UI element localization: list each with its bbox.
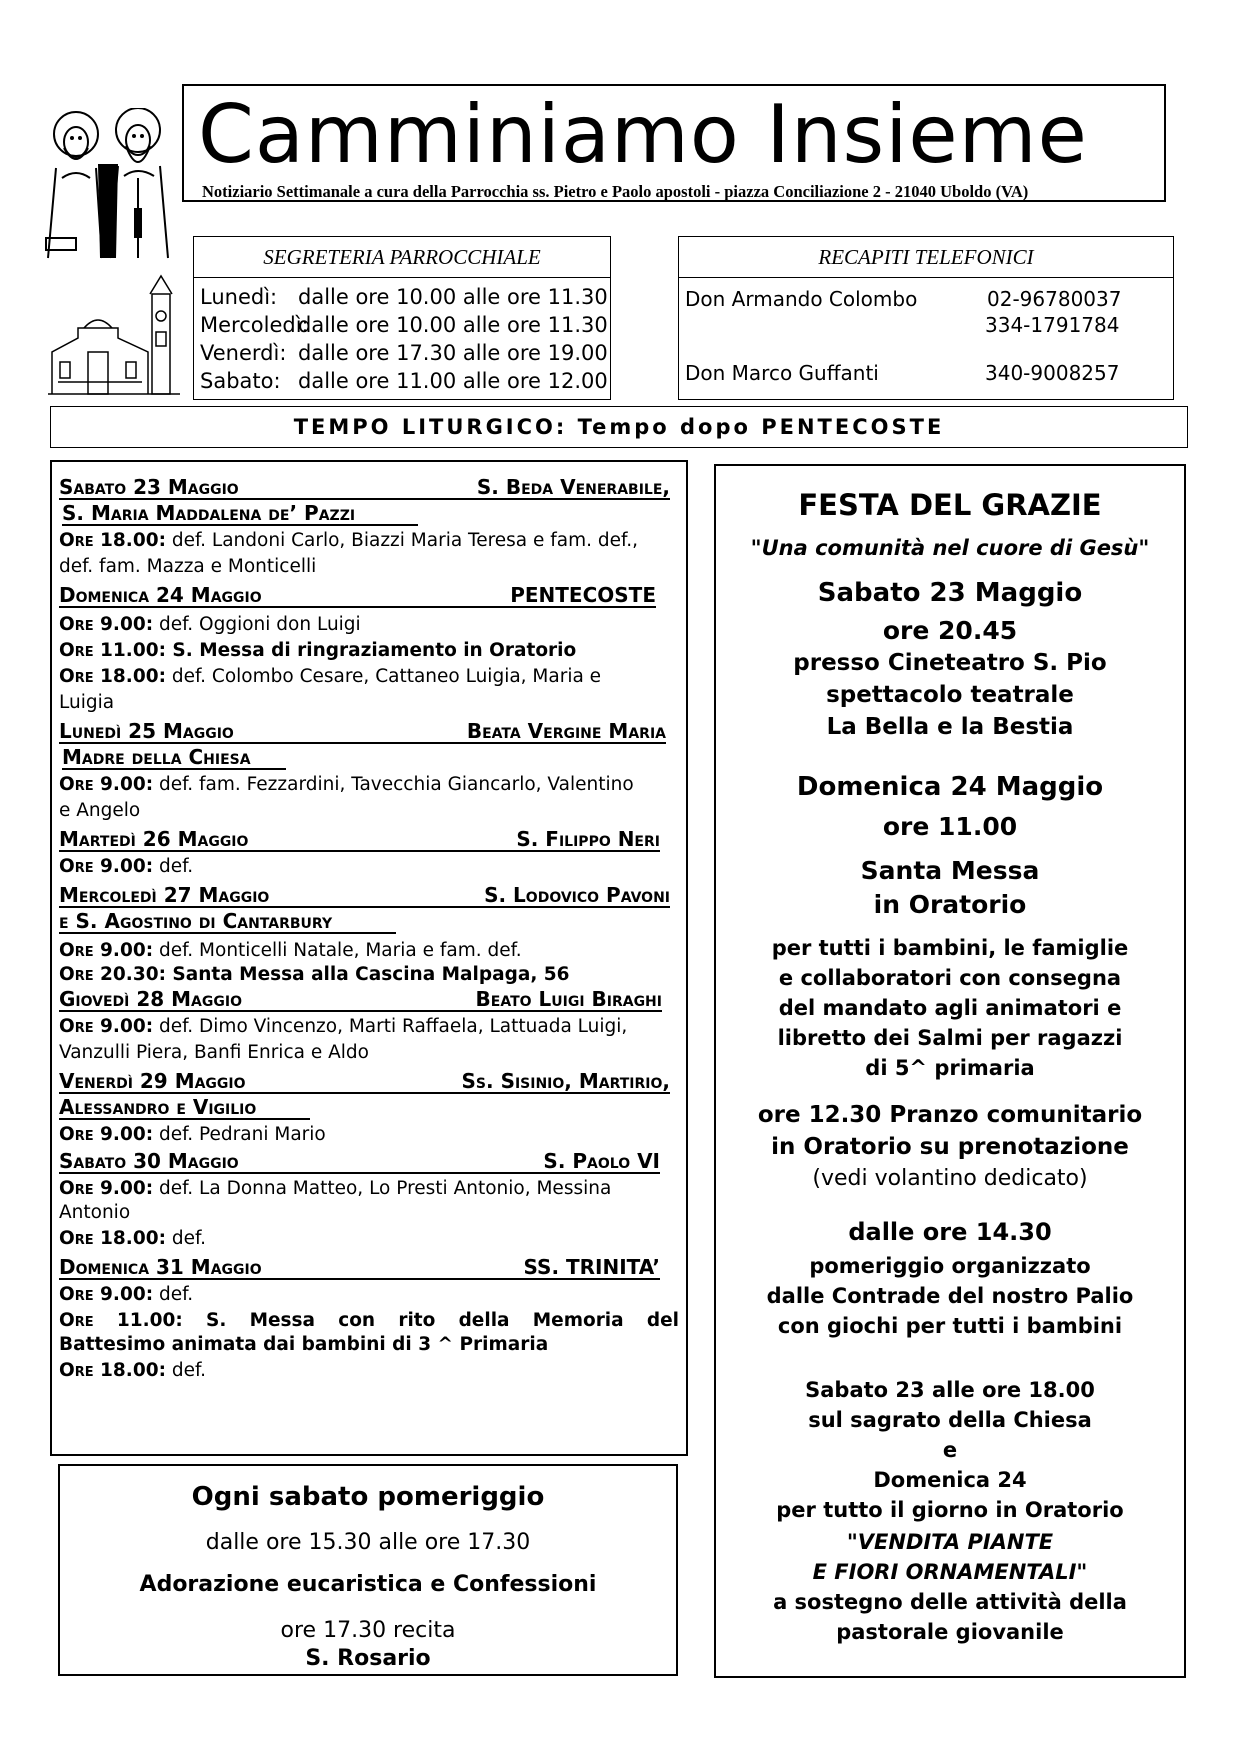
mass-line [59, 640, 679, 662]
day-date: Sabato 30 Maggio [59, 1149, 239, 1173]
mass-time: Ore 18.00: [59, 1360, 166, 1381]
day-date: Giovedì 28 Maggio [59, 987, 242, 1011]
segreteria-box [193, 236, 611, 400]
festa-title: FESTA DEL GRAZIE [798, 488, 1102, 522]
day-heading [59, 1150, 660, 1174]
day-heading [59, 476, 670, 500]
mass-line [59, 1310, 679, 1332]
mass-intention: def. [153, 856, 194, 877]
mass-line-continued: def. fam. Mazza e Monticelli [59, 556, 317, 577]
segreteria-row [200, 313, 608, 337]
mass-intention: S. Messa con rito della Memoria del [182, 1310, 679, 1331]
adorazione-hours: dalle ore 15.30 alle ore 17.30 [205, 1530, 531, 1555]
event-date: Domenica 24 Maggio [796, 772, 1104, 802]
day-saint: PENTECOSTE [510, 583, 656, 607]
mass-time: Ore 20.30: [59, 964, 166, 985]
mass-intention: def. Landoni Carlo, Biazzi Maria Teresa e fam. def., [165, 530, 638, 551]
event-description: e collaboratori con consegna [778, 966, 1122, 990]
church-illustration [48, 272, 180, 398]
mass-intention: def. Oggioni don Luigi [153, 614, 361, 635]
contact-phone: 340-9008257 [985, 361, 1120, 385]
segreteria-day: Mercoledì: [200, 313, 309, 337]
vendita-line: pastorale giovanile [836, 1620, 1064, 1644]
segreteria-hours: dalle ore 17.30 alle ore 19.00 [298, 341, 608, 365]
day-heading [59, 1070, 670, 1094]
vendita-line: Sabato 23 alle ore 18.00 [805, 1378, 1095, 1402]
mass-time: Ore 11.00: [59, 1310, 183, 1331]
event-show-title: La Bella e la Bestia [826, 714, 1074, 740]
day-date: Martedì 26 Maggio [59, 827, 249, 851]
mass-intention: def. [165, 1360, 207, 1381]
day-date: Lunedì 25 Maggio [59, 719, 234, 743]
mass-line [59, 1284, 679, 1306]
mass-line [59, 1016, 679, 1038]
vendita-title: E FIORI ORNAMENTALI" [812, 1560, 1088, 1584]
segreteria-row [200, 285, 608, 309]
newsletter-subtitle: Notiziario Settimanale a cura della Parrocchia ss. Pietro e Paolo apostoli - piazza Conciliazione 2 - 21040 Uboldo (VA) [202, 182, 1029, 201]
day-date: Mercoledì 27 Maggio [59, 883, 270, 907]
segreteria-day: Sabato: [200, 369, 281, 393]
mass-line [59, 774, 679, 796]
mass-intention: def. Monticelli Natale, Maria e fam. def. [153, 940, 522, 961]
vendita-line: per tutto il giorno in Oratorio [776, 1498, 1124, 1522]
mass-time: Ore 9.00: [59, 1178, 154, 1199]
segreteria-hours: dalle ore 10.00 alle ore 11.30 [298, 285, 608, 309]
mass-line [59, 964, 679, 986]
contact-name: Don Armando Colombo [685, 287, 918, 311]
tempo-liturgico-banner: TEMPO LITURGICO: Tempo dopo PENTECOSTE [50, 406, 1188, 448]
day-saint-continued: Madre della Chiesa [62, 746, 286, 770]
mass-line-continued: Vanzulli Piera, Banfi Enrica e Aldo [59, 1042, 369, 1063]
mass-time: Ore 9.00: [59, 1016, 154, 1037]
pomeriggio-description: dalle Contrade del nostro Palio [766, 1284, 1134, 1308]
mass-time: Ore 9.00: [59, 614, 154, 635]
segreteria-row [200, 341, 608, 365]
day-saint-continued: e S. Agostino di Cantarbury [59, 910, 396, 934]
mass-intention: def. La Donna Matteo, Lo Presti Antonio, Messina [153, 1178, 612, 1199]
mass-time: Ore 9.00: [59, 1124, 154, 1145]
event-date: Sabato 23 Maggio [817, 578, 1083, 608]
adorazione-activity: Adorazione eucaristica e Confessioni [139, 1572, 597, 1597]
event-description: di 5^ primaria [865, 1056, 1035, 1080]
day-saint: Beato Luigi Biraghi [475, 987, 662, 1011]
pomeriggio-time: dalle ore 14.30 [848, 1218, 1052, 1246]
mass-line [59, 530, 679, 552]
event-title: in Oratorio [873, 890, 1027, 919]
mass-intention: def. Dimo Vincenzo, Marti Raffaela, Lattuada Luigi, [153, 1016, 628, 1037]
vendita-line: e [942, 1438, 958, 1462]
rosario-time: ore 17.30 recita [280, 1618, 456, 1643]
segreteria-title: SEGRETERIA PARROCCHIALE [194, 237, 610, 278]
masthead [182, 84, 1166, 202]
vendita-line: sul sagrato della Chiesa [808, 1408, 1092, 1432]
vendita-line: a sostegno delle attività della [773, 1590, 1127, 1614]
rosario-label: S. Rosario [305, 1646, 431, 1671]
segreteria-day: Venerdì: [200, 341, 287, 365]
mass-line-continued: Battesimo animata dai bambini di 3 ^ Primaria [59, 1334, 549, 1355]
segreteria-hours: dalle ore 11.00 alle ore 12.00 [298, 369, 608, 393]
pranzo-line: in Oratorio su prenotazione [771, 1134, 1129, 1160]
festa-motto: "Una comunità nel cuore di Gesù" [750, 536, 1150, 560]
segreteria-row [200, 369, 608, 393]
mass-intention: def. Colombo Cesare, Cattaneo Luigia, Maria e [165, 666, 602, 687]
mass-intention: def. fam. Fezzardini, Tavecchia Giancarlo, Valentino [153, 774, 634, 795]
newsletter-title: Camminiamo Insieme [198, 88, 1088, 181]
event-description: per tutti i bambini, le famiglie [771, 936, 1129, 960]
day-saint: S. Beda Venerabile, [476, 475, 670, 499]
event-place: presso Cineteatro S. Pio [793, 650, 1107, 676]
segreteria-hours: dalle ore 10.00 alle ore 11.30 [298, 313, 608, 337]
mass-line [59, 1228, 679, 1250]
adorazione-title: Ogni sabato pomeriggio [191, 1482, 545, 1512]
mass-line [59, 856, 679, 878]
adorazione-box [58, 1464, 678, 1676]
mass-line-continued: Luigia [59, 692, 115, 713]
mass-time: Ore 9.00: [59, 774, 154, 795]
day-saint: Ss. Sisinio, Martirio, [461, 1069, 670, 1093]
day-heading [59, 1256, 660, 1280]
day-saint: Beata Vergine Maria [466, 719, 666, 743]
day-date: Domenica 24 Maggio [59, 583, 262, 607]
mass-intention: def. [165, 1228, 207, 1249]
event-title: Santa Messa [860, 856, 1040, 885]
mass-line [59, 614, 679, 636]
mass-intention: def. [153, 1284, 194, 1305]
mass-line [59, 1124, 679, 1146]
mass-time: Ore 9.00: [59, 1284, 154, 1305]
mass-intention: S. Messa di ringraziamento in Oratorio [165, 640, 577, 661]
mass-time: Ore 18.00: [59, 666, 166, 687]
day-saint: S. Filippo Neri [516, 827, 660, 851]
recapiti-box [678, 236, 1174, 400]
day-saint-continued: S. Maria Maddalena de’ Pazzi [62, 502, 418, 526]
contact-phone: 334-1791784 [985, 313, 1120, 337]
event-time: ore 11.00 [882, 812, 1018, 841]
mass-intention: Santa Messa alla Cascina Malpaga, 56 [165, 964, 570, 985]
mass-line-continued: Antonio [59, 1202, 131, 1223]
day-saint: SS. TRINITA’ [523, 1255, 660, 1279]
event-time: ore 20.45 [882, 616, 1018, 645]
mass-time: Ore 18.00: [59, 530, 166, 551]
pranzo-note: (vedi volantino dedicato) [812, 1166, 1088, 1191]
event-description: del mandato agli animatori e [778, 996, 1122, 1020]
day-date: Sabato 23 Maggio [59, 475, 239, 499]
day-saint: S. Lodovico Pavoni [484, 883, 670, 907]
mass-intention: def. Pedrani Mario [153, 1124, 326, 1145]
mass-time: Ore 18.00: [59, 1228, 166, 1249]
day-saint-continued: Alessandro e Vigilio [59, 1096, 310, 1120]
mass-line-continued: e Angelo [59, 800, 141, 821]
pomeriggio-description: con giochi per tutti i bambini [777, 1314, 1123, 1338]
mass-time: Ore 11.00: [59, 640, 166, 661]
mass-time: Ore 9.00: [59, 940, 154, 961]
day-heading [59, 884, 670, 908]
day-heading [59, 584, 656, 608]
mass-calendar [50, 460, 688, 1456]
vendita-title: "VENDITA PIANTE [846, 1530, 1054, 1554]
mass-line [59, 1178, 679, 1200]
pomeriggio-description: pomeriggio organizzato [809, 1254, 1091, 1278]
day-date: Venerdì 29 Maggio [59, 1069, 246, 1093]
recapiti-title: RECAPITI TELEFONICI [679, 237, 1173, 278]
day-heading [59, 988, 662, 1012]
segreteria-day: Lunedì: [200, 285, 278, 309]
mass-line [59, 1360, 679, 1382]
day-saint: S. Paolo VI [543, 1149, 660, 1173]
mass-line [59, 666, 679, 688]
mass-line [59, 940, 679, 962]
contact-phone: 02-96780037 [987, 287, 1122, 311]
day-heading [59, 720, 666, 744]
mass-time: Ore 9.00: [59, 856, 154, 877]
vendita-line: Domenica 24 [873, 1468, 1027, 1492]
saints-peter-paul-illustration [38, 108, 188, 268]
pranzo-line: ore 12.30 Pranzo comunitario [757, 1102, 1143, 1128]
day-date: Domenica 31 Maggio [59, 1255, 262, 1279]
contact-name: Don Marco Guffanti [685, 361, 879, 385]
event-description: spettacolo teatrale [826, 682, 1074, 708]
day-heading [59, 828, 660, 852]
festa-del-grazie-box [714, 464, 1186, 1678]
event-description: libretto dei Salmi per ragazzi [777, 1026, 1123, 1050]
